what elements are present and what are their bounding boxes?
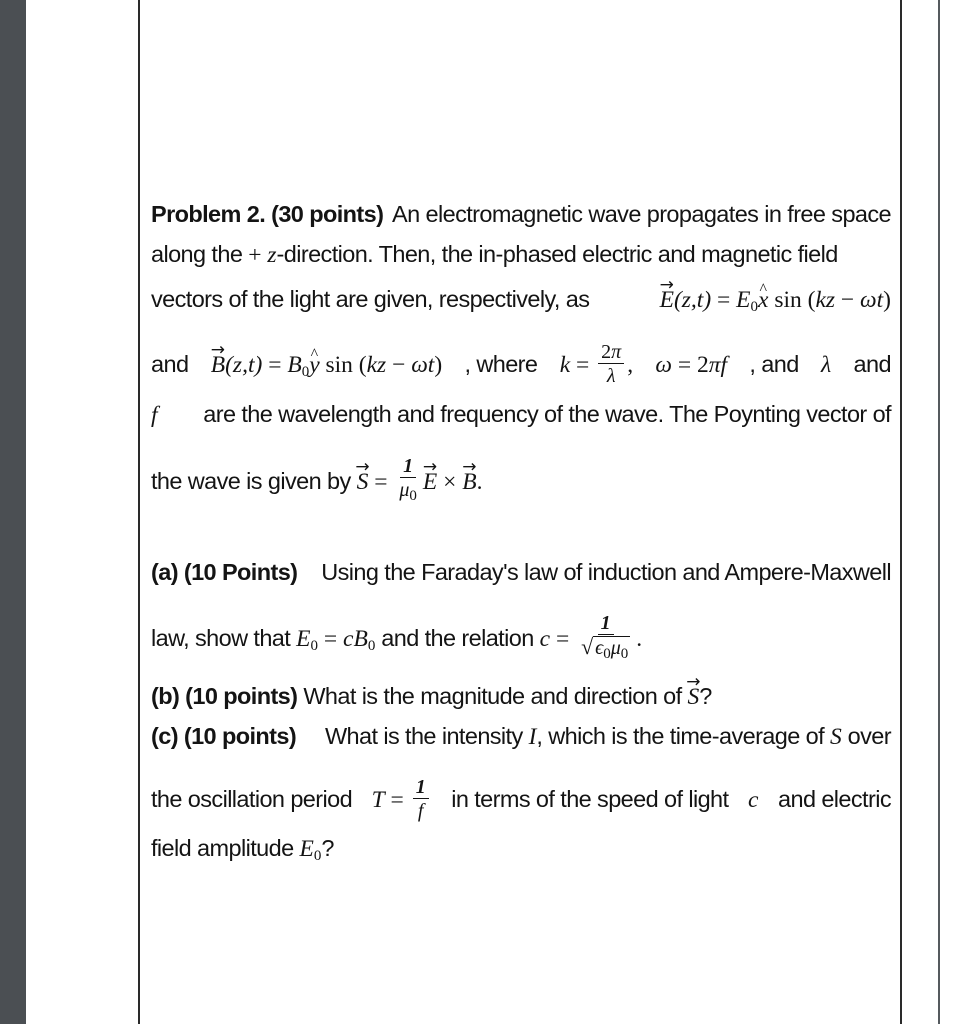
- part-b-line: (b) (10 points) What is the magnitude and direction of → S?: [151, 682, 891, 712]
- part-b-label: (b): [151, 683, 180, 709]
- problem-line-2: along the + z-direction. Then, the in-phased electric and magnetic field: [151, 241, 838, 268]
- angular-frequency-equation: ω = 2πf: [655, 351, 728, 378]
- problem-title: Problem 2.: [151, 201, 266, 227]
- problem-line-5: f are the wavelength and frequency of the wave. The Poynting vector of: [151, 401, 891, 428]
- part-c-points: (10 points): [183, 723, 297, 749]
- part-a-line-1: (a) (10 Points) Using the Faraday's law of induction and Ampere-Maxwell: [151, 559, 891, 585]
- problem-line-6: the wave is given by → S = $\frac{1}{\mu_0}$ → E × → B.: [151, 457, 891, 487]
- part-b-points: (10 points): [185, 683, 298, 709]
- problem-box: [138, 0, 902, 1024]
- part-a-label: (a): [151, 559, 178, 585]
- direction-symbol: + z: [248, 242, 277, 268]
- part-c-line-2: the oscillation period T = $\frac{1}{f}$ in terms of the speed of light c and electric: [151, 778, 891, 808]
- period-equation: T = $\frac{1}{f}$: [372, 778, 432, 825]
- electric-field-equation: → $E(z,t) = E_0\^{}$ x sin (kz − ωt): [660, 286, 891, 321]
- magnetic-field-equation: → $B(z,t) = B_0\^{}$ y sin (kz − ωt): [211, 351, 442, 386]
- problem-line-1: [151, 200, 891, 230]
- speed-of-light-relation: c = $\frac{1}{√ \epsilon_0\mu_0}$ .: [540, 626, 643, 652]
- amplitude-relation: $E_0 = cB_0$: [296, 625, 376, 654]
- problem-intro: An electromagnetic wave propagates in free space: [392, 201, 891, 227]
- poynting-equation: → S = $\frac{1}{\mu_0}$ → E × → B.: [357, 469, 483, 495]
- part-a-points: (10 Points): [183, 559, 298, 585]
- part-c-label: (c): [151, 723, 178, 749]
- part-c-line-1: (c) (10 points) What is the intensity I, which is the time-average of S over: [151, 723, 891, 750]
- wavenumber-equation: k = $\frac{2\pi}{\lambda}$ ,: [559, 341, 634, 387]
- problem-line-4: and → $B(z,t) = B_0\^{}$ y sin (kz − ωt) , where k = $\frac{2\pi}{\lambda}$ , ω = 2πf , and λ and: [151, 343, 891, 373]
- problem-line-3: vectors of the light are given, respectively, as → $E(z,t) = E_0\^{}$ x sin (kz − ωt): [151, 285, 891, 315]
- page-right-edge: [938, 0, 940, 1024]
- part-c-line-3: field amplitude $E_0$?: [151, 835, 334, 864]
- problem-points: (30 points): [271, 201, 384, 227]
- viewer-left-gutter: [0, 0, 26, 1024]
- part-a-line-2: law, show that $E_0 = cB_0$ and the relation c = $\frac{1}{√ \epsilon_0\mu_0}$ .: [151, 614, 891, 644]
